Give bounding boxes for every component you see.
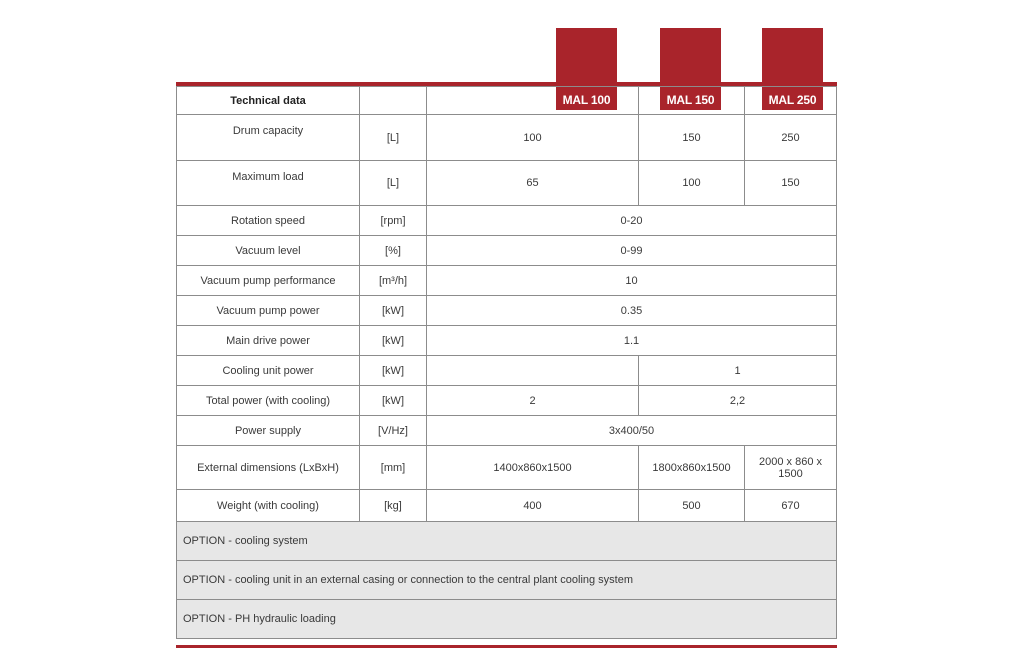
option-row <box>177 561 837 600</box>
cell-value: 2,2 <box>639 386 837 416</box>
row-unit: [L] <box>360 115 427 161</box>
table-row <box>177 206 837 236</box>
row-unit: [kW] <box>360 356 427 386</box>
option-row <box>177 522 837 561</box>
cell-value: 100 <box>427 115 639 161</box>
model-label-mal-100: MAL 100 <box>562 93 611 107</box>
table-header-row <box>177 87 837 115</box>
table-row <box>177 416 837 446</box>
bottom-red-rule <box>176 645 837 648</box>
cell-value: 3x400/50 <box>427 416 837 446</box>
row-label: Vacuum level <box>177 236 360 266</box>
table-row <box>177 236 837 266</box>
row-unit: [V/Hz] <box>360 416 427 446</box>
row-label: External dimensions (LxBxH) <box>177 446 360 490</box>
row-unit: [L] <box>360 161 427 206</box>
row-label: Vacuum pump power <box>177 296 360 326</box>
table-row <box>177 446 837 490</box>
row-label: Power supply <box>177 416 360 446</box>
cell-value: 0.35 <box>427 296 837 326</box>
cell-value: 500 <box>639 490 745 522</box>
cell-value: 65 <box>427 161 639 206</box>
row-unit: [kW] <box>360 326 427 356</box>
row-unit: [kg] <box>360 490 427 522</box>
table-row <box>177 356 837 386</box>
cell-value: 1800x860x1500 <box>639 446 745 490</box>
cell-value: 150 <box>745 161 837 206</box>
row-label: Rotation speed <box>177 206 360 236</box>
cell-value: 1 <box>639 356 837 386</box>
cell-value: 2000 x 860 x 1500 <box>745 446 837 490</box>
cell-value: 10 <box>427 266 837 296</box>
row-label: Drum capacity <box>177 115 360 161</box>
cell-value: 1400x860x1500 <box>427 446 639 490</box>
row-unit: [rpm] <box>360 206 427 236</box>
option-text: OPTION - PH hydraulic loading <box>177 600 837 639</box>
table-row <box>177 490 837 522</box>
table-row <box>177 296 837 326</box>
model-label-mal-150: MAL 150 <box>666 93 715 107</box>
table-row <box>177 266 837 296</box>
cell-value: 2 <box>427 386 639 416</box>
option-text: OPTION - cooling system <box>177 522 837 561</box>
cell-value: 1.1 <box>427 326 837 356</box>
row-unit: [mm] <box>360 446 427 490</box>
table-row <box>177 326 837 356</box>
cell-value: 0-20 <box>427 206 837 236</box>
option-text: OPTION - cooling unit in an external casing or connection to the central plant cooling system <box>177 561 837 600</box>
table-row <box>177 161 837 206</box>
cell-value: 250 <box>745 115 837 161</box>
row-label: Cooling unit power <box>177 356 360 386</box>
row-unit: [kW] <box>360 296 427 326</box>
unit-header-cell <box>360 87 427 115</box>
technical-data-header: Technical data <box>177 87 360 115</box>
table-row <box>177 115 837 161</box>
table-row <box>177 386 837 416</box>
row-unit: [m³/h] <box>360 266 427 296</box>
cell-value: 0-99 <box>427 236 837 266</box>
cell-value: 670 <box>745 490 837 522</box>
row-label: Weight (with cooling) <box>177 490 360 522</box>
row-label: Maximum load <box>177 161 360 206</box>
row-unit: [%] <box>360 236 427 266</box>
row-label: Main drive power <box>177 326 360 356</box>
cell-empty <box>427 356 639 386</box>
technical-data-table <box>176 86 837 639</box>
row-label: Vacuum pump performance <box>177 266 360 296</box>
row-unit: [kW] <box>360 386 427 416</box>
row-label: Total power (with cooling) <box>177 386 360 416</box>
cell-value: 400 <box>427 490 639 522</box>
model-label-mal-250: MAL 250 <box>768 93 817 107</box>
option-row <box>177 600 837 639</box>
cell-value: 150 <box>639 115 745 161</box>
cell-value: 100 <box>639 161 745 206</box>
